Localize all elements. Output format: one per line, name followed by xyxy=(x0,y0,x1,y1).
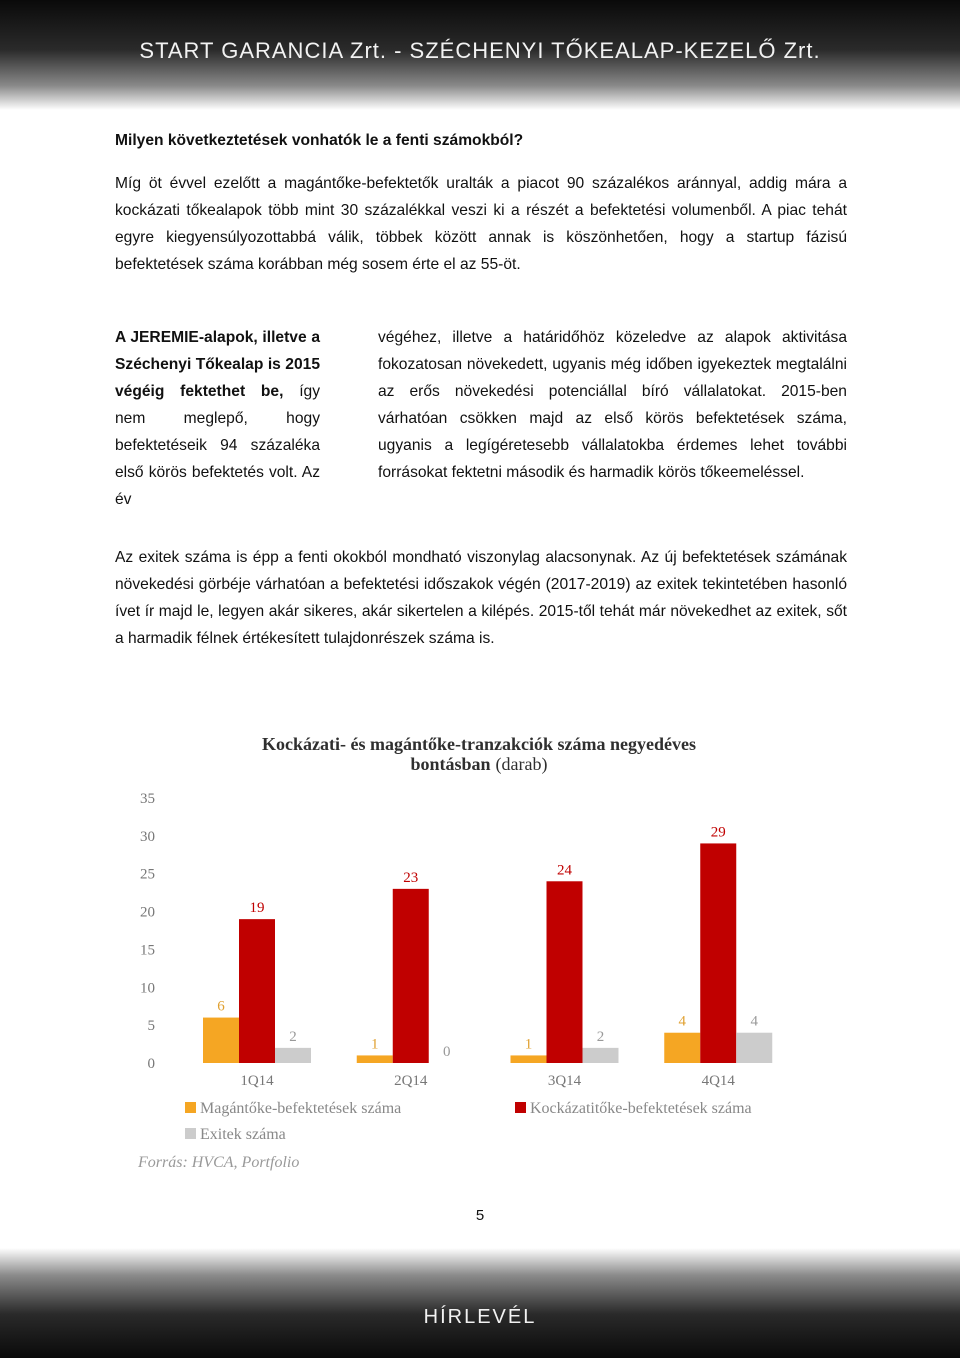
y-tick-label: 35 xyxy=(140,791,155,807)
legend-swatch xyxy=(185,1102,196,1113)
paragraph-1: Míg öt évvel ezelőtt a magántőke-befektetők uralták a piacot 90 százalékos aránnyal, addig mára a kockázati tőkealapok több mint 30 százalékkal veszi ki a részét a befektetési volumenből. A piac tehát egyre kiegyensúlyozottabbá válik, többek között annak is köszönhetően, hogy a startup fázisú befektetések száma korábban még sosem érte el az 55-öt. xyxy=(115,175,847,273)
y-tick-label: 20 xyxy=(140,904,155,921)
x-tick-label: 1Q14 xyxy=(240,1073,274,1089)
y-tick-label: 15 xyxy=(140,942,155,959)
legend-swatch xyxy=(185,1128,196,1139)
header-title: START GARANCIA Zrt. - SZÉCHENYI TŐKEALAP-KEZELŐ Zrt. xyxy=(139,38,821,63)
chart-title-line1: Kockázati- és magántőke-tranzakciók száma negyedéves xyxy=(262,734,696,754)
bar-value-label: 4 xyxy=(750,1013,758,1030)
bar-1Q14-1 xyxy=(239,919,275,1063)
x-tick-label: 2Q14 xyxy=(394,1073,428,1089)
bar-value-label: 19 xyxy=(249,900,265,917)
y-tick-label: 10 xyxy=(140,980,155,997)
x-tick-label: 4Q14 xyxy=(701,1073,735,1089)
bar-value-label: 2 xyxy=(289,1028,297,1045)
page-footer-band xyxy=(0,1248,960,1358)
bar-4Q14-1 xyxy=(700,843,736,1063)
column-left xyxy=(115,324,320,513)
chart-source: Forrás: HVCA, Portfolio xyxy=(138,1154,300,1171)
column-left-bold: A JEREMIE-alapok, illetve a Széchenyi Tőkealap is 2015 végéig fektethet be, xyxy=(115,329,320,400)
bar-3Q14-1 xyxy=(547,881,583,1063)
transactions-bar-chart xyxy=(120,720,845,1180)
bar-value-label: 2 xyxy=(596,1028,605,1045)
bar-4Q14-0 xyxy=(664,1033,700,1063)
bar-value-label: 0 xyxy=(443,1044,451,1060)
legend-swatch xyxy=(515,1102,526,1113)
paragraph-2: Az exitek száma is épp a fenti okokból mondható viszonylag alacsonynak. Az új befektetések számának növekedési görbéje várhatóan a befektetési időszakok végén (2017-2019) az exitek tekintetében hasonló ívet ír majd le, legyen akár sikeres, akár sikertelen a kilépés. 2015-től tehát már növekedhet az exitek, sőt a harmadik félnek értékesített tulajdonrészek száma is. xyxy=(115,549,847,647)
y-tick-label: 25 xyxy=(140,866,155,883)
bar-1Q14-2 xyxy=(275,1048,311,1063)
legend-label: Magántőke-befektetések száma xyxy=(200,1100,402,1117)
bar-value-label: 1 xyxy=(371,1036,379,1053)
y-tick-label: 5 xyxy=(147,1018,155,1035)
page-number: 5 xyxy=(475,1207,485,1224)
bar-4Q14-2 xyxy=(736,1033,772,1063)
bar-value-label: 4 xyxy=(678,1013,686,1030)
bar-value-label: 24 xyxy=(557,862,572,879)
legend-label: Kockázatitőke-befektetések száma xyxy=(530,1100,752,1117)
bar-value-label: 6 xyxy=(217,998,225,1015)
y-tick-label: 0 xyxy=(147,1056,155,1072)
bar-value-label: 1 xyxy=(524,1036,533,1053)
chart-title-line2: bontásban (darab) xyxy=(410,754,548,774)
bar-2Q14-0 xyxy=(357,1055,393,1063)
bar-value-label: 23 xyxy=(403,869,419,886)
x-tick-label: 3Q14 xyxy=(547,1073,582,1089)
bar-2Q14-1 xyxy=(393,889,429,1063)
column-left-text: így nem meglepő, hogy befektetéseik 94 százaléka első körös befektetés volt. Az év xyxy=(115,383,320,508)
bar-1Q14-0 xyxy=(203,1018,239,1063)
bar-3Q14-2 xyxy=(583,1048,619,1063)
y-tick-label: 30 xyxy=(140,828,155,845)
bar-3Q14-0 xyxy=(511,1055,547,1063)
section-question: Milyen következtetések vonhatók le a fenti számokból? xyxy=(115,132,524,149)
footer-title: HÍRLEVÉL xyxy=(423,1306,537,1328)
column-right: végéhez, illetve a határidőhöz közeledve az alapok aktivitása fokozatosan növekedett, ugyanis még időben igyekeztek megtalálni az erős növekedési potenciállal bíró vállalatokat. 2015-ben várhatóan csökken majd az első körös befektetések száma, ugyanis a legígéretesebb vállalatokba érdemes lehet további forrásokat fektetni második és harmadik körös tőkeemeléssel. xyxy=(378,329,847,481)
bar-value-label: 29 xyxy=(710,824,726,841)
legend-label: Exitek száma xyxy=(200,1126,286,1143)
